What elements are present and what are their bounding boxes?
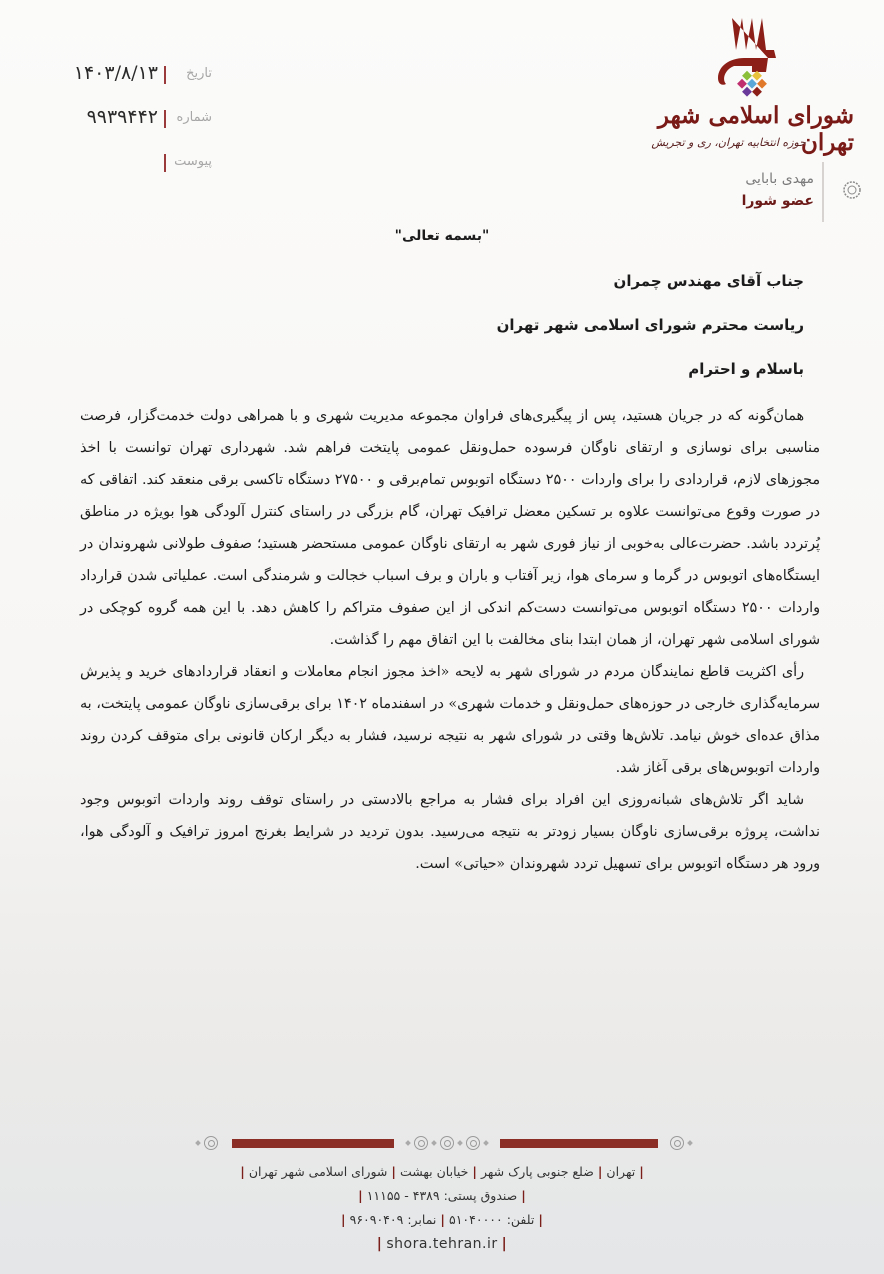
footer-ornament <box>196 1134 692 1154</box>
po-box-value: ۴۳۸۹ - ۱۱۱۵۵ <box>366 1188 440 1203</box>
diamond-icon <box>431 1140 437 1146</box>
fax-label: نمابر: <box>407 1212 437 1227</box>
phone-value: ۵۱۰۴۰۰۰۰ <box>449 1212 503 1227</box>
number-label: شماره <box>176 110 212 125</box>
meta-number <box>50 106 250 150</box>
address-city: تهران <box>606 1164 636 1179</box>
meta-attachment <box>50 150 250 194</box>
body-paragraph: شاید اگر تلاش‌های شبانه‌روزی این افراد برای فشار به مراجع بالادستی در راستای توقف روند واردات اتوبوس وجود نداشت، پروژه برقی‌سازی ناوگان بسیار زودتر به نتیجه می‌رسید. بدون تردید در شرایط بغرنج امروز ترافیک و آلودگی هوا، ورود هر دستگاه اتوبوس برای تسهیل تردد شهروندان «حیاتی» است. <box>80 792 820 872</box>
diamond-icon <box>195 1140 201 1146</box>
diamond-icon <box>405 1140 411 1146</box>
council-emblem-icon <box>704 10 794 100</box>
footer-po-box: |صندوق پستی: ۴۳۸۹ - ۱۱۱۵۵| <box>358 1188 526 1203</box>
date-value: ۱۴۰۳/۸/۱۳ <box>73 62 158 84</box>
date-label: تاریخ <box>186 66 212 81</box>
diamond-icon <box>483 1140 489 1146</box>
po-box-label: صندوق پستی: <box>443 1188 518 1203</box>
footer-bar <box>500 1139 658 1148</box>
org-name: شورای اسلامی شهر تهران <box>657 102 854 156</box>
meta-divider <box>164 110 166 128</box>
member-role: عضو شورا <box>741 193 814 209</box>
meta-divider <box>164 66 166 84</box>
diamond-icon <box>457 1140 463 1146</box>
addressee-name: جناب آقای مهندس چمران <box>613 272 804 290</box>
footer-bar <box>232 1139 394 1148</box>
rosette-icon <box>440 1136 454 1150</box>
diamond-icon <box>687 1140 693 1146</box>
address-area: ضلع جنوبی پارک شهر <box>480 1164 594 1179</box>
fax-value: ۹۶۰۹۰۴۰۹ <box>349 1212 404 1227</box>
footer-phone-fax: |تلفن: ۵۱۰۴۰۰۰۰|نمابر: ۹۶۰۹۰۴۰۹| <box>341 1212 543 1227</box>
council-logo <box>644 10 854 160</box>
rosette-icon <box>466 1136 480 1150</box>
body-paragraph: همان‌گونه که در جریان هستید، پس از پیگیری‌های فراوان مجموعه مدیریت شهری و با همراهی دولت خدمت‌گزار، فرصت مناسبی برای نوسازی و ارتقای ناوگان فرسوده حمل‌ونقل عمومی پایتخت فراهم شد. شهرداری تهران توانست با اخذ مجوزهای لازم، قراردادی را برای واردات ۲۵۰۰ دستگاه اتوبوس تمام‌برقی و ۲۷۵۰۰ دستگاه تاکسی برقی منعقد کند. اتفاقی که در صورت وقوع می‌توانست علاوه بر تسکین معضل ترافیک تهران، گام بزرگی در راستای کنترل آلودگی هوا بویژه در مناطق پُرتردد باشد. حضرت‌عالی به‌خوبی از نیاز فوری شهر به ارتقای ناوگان عمومی مستحضر هستید؛ صفوف طولانی شهروندان در ایستگاه‌های اتوبوس در گرما و سرمای هوا، زیر آفتاب و باران و برف اسباب خجالت و شرمندگی است. عملیاتی شدن قرارداد واردات ۲۵۰۰ دستگاه اتوبوس می‌توانست دست‌کم اندکی از این صفوف متراکم را کاهش دهد. با این همه گروه کوچکی در شورای اسلامی شهر تهران، از همان ابتدا بنای مخالفت با این اتفاق مهم را گذاشت. <box>80 408 820 648</box>
rosette-icon <box>204 1136 218 1150</box>
footer-address: |تهران|ضلع جنوبی پارک شهر|خیابان بهشت|شورای اسلامی شهر تهران| <box>240 1164 644 1179</box>
attachment-label: پیوست <box>174 154 212 169</box>
footer-website: | shora.tehran.ir | <box>376 1236 508 1252</box>
meta-divider <box>164 154 166 172</box>
phone-label: تلفن: <box>506 1212 535 1227</box>
meta-date <box>50 62 250 106</box>
addressee-title: ریاست محترم شورای اسلامی شهر تهران <box>496 316 804 334</box>
rosette-icon <box>842 180 862 200</box>
letter-body <box>80 400 820 880</box>
member-name: مهدی بابایی <box>745 171 814 187</box>
rosette-icon <box>414 1136 428 1150</box>
number-value: ۹۹۳۹۴۴۲ <box>86 106 158 128</box>
org-subtitle: حوزه انتخابیه تهران، ری و تجریش <box>651 136 806 149</box>
rosette-icon <box>670 1136 684 1150</box>
website-link[interactable]: shora.tehran.ir <box>386 1236 498 1252</box>
footer-contact <box>0 1160 884 1256</box>
invocation: "بسمه تعالی" <box>394 228 490 244</box>
member-divider <box>822 162 824 222</box>
member-info <box>684 168 814 212</box>
body-paragraph: رأی اکثریت قاطع نمایندگان مردم در شورای شهر به لایحه «اخذ مجوز انجام معاملات و انعقاد قراردادهای خرید و پذیرش سرمایه‌گذاری خارجی در حوزه‌های حمل‌ونقل و خدمات شهری» در اسفندماه ۱۴۰۲ برای برقی‌سازی ناوگان عمومی پایتخت، به مذاق عده‌ای خوش نیامد. تلاش‌ها وقتی در شورای شهر به نتیجه نرسید، فشار به دیگر ارکان قانونی برای متوقف کردن روند واردات اتوبوس‌های برقی آغاز شد. <box>80 664 820 776</box>
greeting: باسلام و احترام <box>688 360 804 378</box>
letter-meta <box>50 62 250 194</box>
address-street: خیابان بهشت <box>399 1164 469 1179</box>
address-building: شورای اسلامی شهر تهران <box>248 1164 388 1179</box>
